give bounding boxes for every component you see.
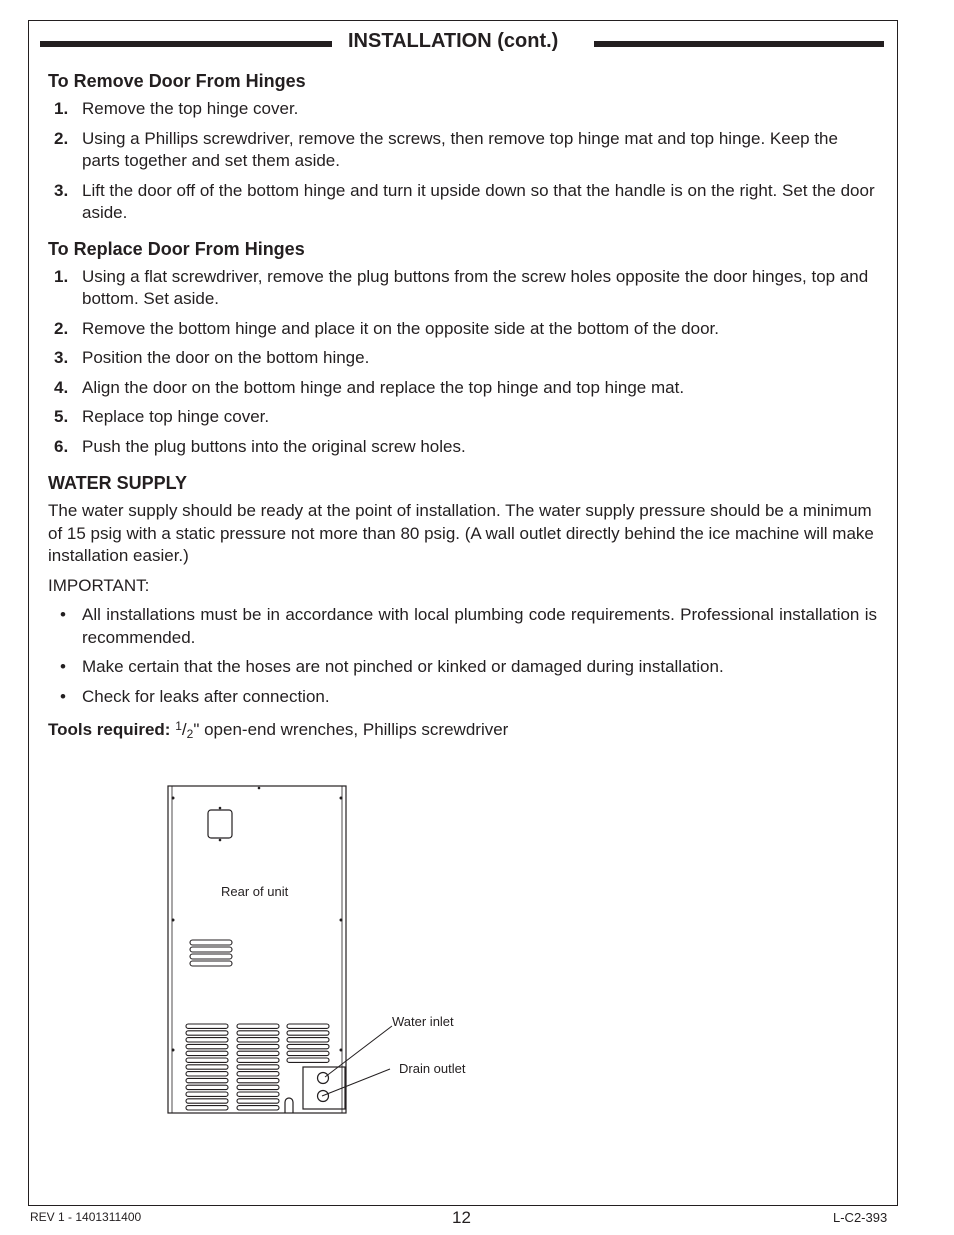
bullet-icon: • <box>60 686 66 706</box>
step-item <box>48 406 877 429</box>
vent-slat <box>237 1044 279 1048</box>
step-number: 6. <box>54 436 69 456</box>
step-number: 4. <box>54 377 69 397</box>
water-supply-heading: WATER SUPPLY <box>48 473 188 493</box>
step-text: Position the door on the bottom hinge. <box>82 348 370 367</box>
vent-slat <box>287 1024 329 1028</box>
vent-slat <box>186 1092 228 1096</box>
step-item <box>48 318 877 341</box>
vent-slat <box>186 1106 228 1110</box>
replace-door-section <box>48 238 877 459</box>
important-label: IMPORTANT: <box>48 575 150 595</box>
step-item <box>48 436 877 459</box>
step-text: Lift the door off of the bottom hinge and turn it upside down so that the handle is on the right. Set the door aside. <box>82 180 875 222</box>
access-panel <box>208 810 232 838</box>
bullet-item <box>48 686 877 709</box>
page-title: INSTALLATION (cont.) <box>348 30 559 52</box>
step-number: 2. <box>54 128 69 148</box>
vent-slat <box>237 1065 279 1069</box>
step-text: Using a flat screwdriver, remove the plug buttons from the screw holes opposite the door hinges, top and bottom. Set aside. <box>82 266 869 308</box>
main-content <box>48 70 877 753</box>
water-supply-section <box>48 472 877 746</box>
step-number: 1. <box>54 266 69 286</box>
bullet-text: All installations must be in accordance with local plumbing code requirements. Professional installation is recommended. <box>82 605 877 647</box>
step-number: 2. <box>54 318 69 338</box>
bullet-icon: • <box>60 657 66 676</box>
step-text: Align the door on the bottom hinge and replace the top hinge and top hinge mat. <box>82 377 685 397</box>
step-number: 3. <box>54 348 69 367</box>
step-number: 1. <box>54 99 69 118</box>
water-supply-intro: The water supply should be ready at the point of installation. The water supply pressure should be a minimum of 15 psig with a static pressure not more than 80 psig. (A wall outlet directly behind the ice machine will make installation easier.) <box>48 501 874 565</box>
vent-slat <box>287 1044 329 1048</box>
vent-slat <box>237 1106 279 1110</box>
step-item <box>48 128 877 173</box>
step-text: Using a Phillips screwdriver, remove the screws, then remove top hinge mat and top hinge. Keep the parts together and set them aside. <box>82 128 838 170</box>
step-text: Remove the top hinge cover. <box>82 99 299 118</box>
vent-slat <box>237 1099 279 1103</box>
rear-of-unit-label: Rear of unit <box>221 884 289 899</box>
rear-unit-diagram <box>160 780 490 1120</box>
upper-vent <box>190 940 232 966</box>
vent-slat <box>287 1038 329 1042</box>
bullet-icon: • <box>60 605 66 624</box>
remove-door-section <box>48 70 877 225</box>
vent-slat <box>237 1051 279 1055</box>
vent-slat <box>237 1038 279 1042</box>
bullet-item <box>48 656 877 679</box>
water-inlet-label: Water inlet <box>392 1014 454 1029</box>
vent-slat <box>237 1058 279 1062</box>
step-item <box>48 347 877 370</box>
bullet-item <box>48 604 877 649</box>
replace-door-heading: To Replace Door From Hinges <box>48 238 305 259</box>
vent-slat <box>237 1085 279 1089</box>
page-number: 12 <box>452 1208 471 1227</box>
vent-slat <box>186 1078 228 1082</box>
vent-slat <box>186 1065 228 1069</box>
vent-slat <box>186 1051 228 1055</box>
vent-slat <box>237 1031 279 1035</box>
step-item <box>48 377 877 400</box>
step-number: 5. <box>54 407 69 426</box>
vent-slat <box>186 1024 228 1028</box>
step-item <box>48 180 877 225</box>
step-text: Remove the bottom hinge and place it on the opposite side at the bottom of the door. <box>82 318 719 338</box>
vent-slat <box>237 1024 279 1028</box>
fraction-denominator: 2 <box>186 727 194 741</box>
leader-lines <box>322 1026 392 1096</box>
remove-door-heading: To Remove Door From Hinges <box>48 71 306 91</box>
drain-outlet-label: Drain outlet <box>399 1061 466 1076</box>
bullet-text: Check for leaks after connection. <box>82 686 330 706</box>
fraction-half: $^1/_2$ <box>175 719 194 741</box>
cabinet-outline <box>168 786 346 1113</box>
vent-slat <box>186 1031 228 1035</box>
vent-slat <box>237 1072 279 1076</box>
fraction-numerator: 1 <box>175 719 182 733</box>
header-rule-left <box>40 41 332 47</box>
vent-slat <box>186 1099 228 1103</box>
vent-slat <box>186 1038 228 1042</box>
section-header <box>40 30 884 58</box>
revision-code: REV 1 - 1401311400 <box>30 1210 142 1224</box>
vent-slat <box>287 1031 329 1035</box>
header-rule-right <box>594 41 884 47</box>
important-list <box>48 604 877 708</box>
document-code: L-C2-393 <box>833 1210 888 1225</box>
remove-door-steps <box>48 98 877 225</box>
step-number: 3. <box>54 180 69 200</box>
vent-slat <box>186 1058 228 1062</box>
vent-slat <box>186 1085 228 1089</box>
vent-slat <box>237 1092 279 1096</box>
step-text: Push the plug buttons into the original screw holes. <box>82 436 466 456</box>
tools-label: Tools required: <box>48 720 171 739</box>
tools-required <box>48 715 877 746</box>
vent-slat <box>237 1078 279 1082</box>
step-item <box>48 98 877 121</box>
tools-text: " open-end wrenches, Phillips screwdriver <box>193 720 509 739</box>
bullet-text: Make certain that the hoses are not pinched or kinked or damaged during installation. <box>82 657 724 676</box>
vent-slat <box>186 1072 228 1076</box>
step-item <box>48 266 877 311</box>
vent-slat <box>287 1051 329 1055</box>
vent-slat <box>287 1058 329 1062</box>
replace-door-steps <box>48 266 877 459</box>
vent-slat <box>186 1044 228 1048</box>
step-text: Replace top hinge cover. <box>82 407 270 426</box>
